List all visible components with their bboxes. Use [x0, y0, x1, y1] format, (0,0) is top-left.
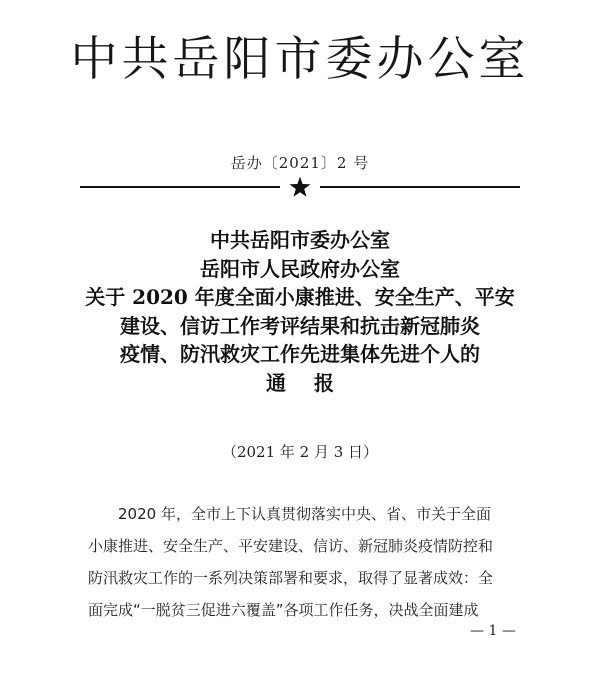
title-line: 关于 2020 年度全面小康推进、安全生产、平安: [85, 285, 515, 309]
body-line: 防汛救灾工作的一系列决策部署和要求，取得了显著成效：全: [88, 569, 494, 587]
title-line: 疫情、防汛救灾工作先进集体先进个人的: [120, 342, 480, 366]
page-number: — 1 —: [470, 623, 516, 639]
divider-line-right: [320, 186, 520, 188]
divider-line-left: [80, 186, 280, 188]
body-line: 小康推进、安全生产、平安建设、信访、新冠肺炎疫情防控和: [88, 537, 494, 555]
title-line: 岳阳市人民政府办公室: [200, 256, 400, 281]
body-line: 2020 年，全市上下认真贯彻落实中央、省、市关于全面: [118, 505, 491, 523]
masthead-divider: [80, 176, 520, 198]
issue-date: （2021 年 2 月 3 日）: [221, 443, 379, 461]
document-number: 岳办〔2021〕2 号: [230, 154, 370, 172]
star-icon: [289, 176, 311, 198]
title-line: 建设、信访工作考评结果和抗击新冠肺炎: [120, 313, 480, 338]
notice-title: [60, 226, 540, 397]
body-paragraph: [88, 498, 528, 626]
body-line: 面完成“一脱贫三促进六覆盖”各项工作任务，决战全面建成: [88, 601, 479, 619]
title-line: 中共岳阳市委办公室: [210, 228, 390, 252]
title-line: 通报: [266, 370, 362, 395]
masthead-title: 中共岳阳市委办公室: [70, 32, 530, 87]
